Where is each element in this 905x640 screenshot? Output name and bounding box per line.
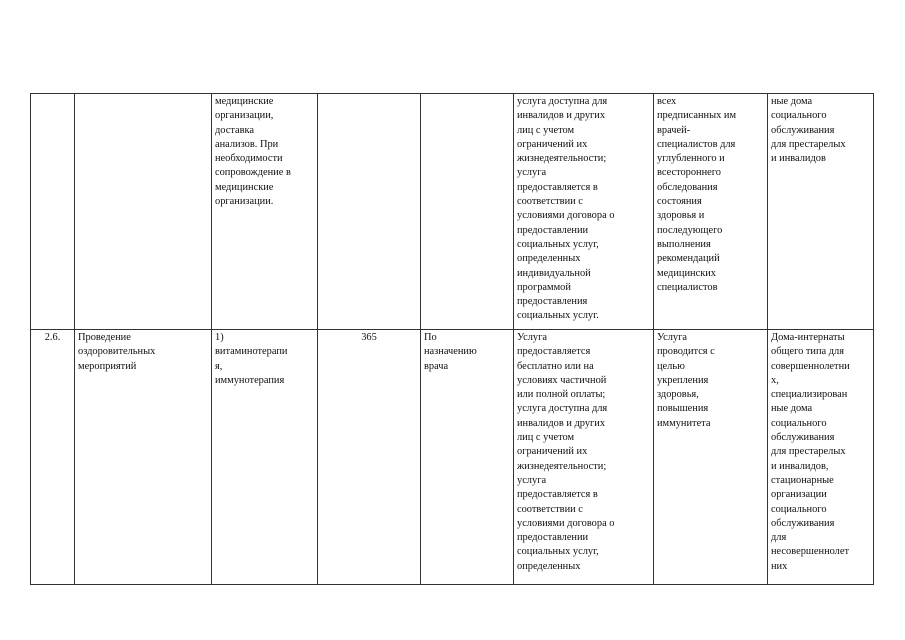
norm-cell: 365 — [318, 330, 421, 585]
table-row — [31, 330, 874, 585]
service-name-cell: Проведение оздоровительных мероприятий — [75, 330, 212, 585]
result-cell: Услуга проводится с целью укрепления здоровья, повышения иммунитета — [654, 330, 768, 585]
service-name-cell — [75, 94, 212, 330]
result-cell: всех предписанных им врачей- специалистов для углубленного и всестороннего обследования состояния здоровья и последующего выполнения рекомендаций медицинских специалистов — [654, 94, 768, 330]
service-content-cell: 1) витаминотерапи я, иммунотерапия — [212, 330, 318, 585]
frequency-cell — [421, 94, 514, 330]
providers-cell: ные дома социального обслуживания для престарелых и инвалидов — [768, 94, 874, 330]
table-row — [31, 94, 874, 330]
service-content-cell: медицинские организации, доставка анализов. При необходимости сопровождение в медицинские организации. — [212, 94, 318, 330]
providers-cell: Дома-интернаты общего типа для совершеннолетни х, специализирован ные дома социального обслуживания для престарелых и инвалидов, стационарные организации социального обслуживания для несовершеннолет них — [768, 330, 874, 585]
conditions-cell: услуга доступна для инвалидов и других лиц с учетом ограничений их жизнедеятельности; услуга предоставляется в соответствии с условиями договора о предоставлении социальных услуг, определенных индивидуальной программой предоставления социальных услуг. — [514, 94, 654, 330]
frequency-cell: По назначению врача — [421, 330, 514, 585]
conditions-cell: Услуга предоставляется бесплатно или на условиях частичной или полной оплаты; услуга доступна для инвалидов и других лиц с учетом ограничений их жизнедеятельности; услуга предоставляется в соответствии с условиями договора о предоставлении социальных услуг, определенных — [514, 330, 654, 585]
norm-cell — [318, 94, 421, 330]
services-table — [30, 93, 874, 585]
row-number-cell: 2.6. — [31, 330, 75, 585]
row-number-cell — [31, 94, 75, 330]
